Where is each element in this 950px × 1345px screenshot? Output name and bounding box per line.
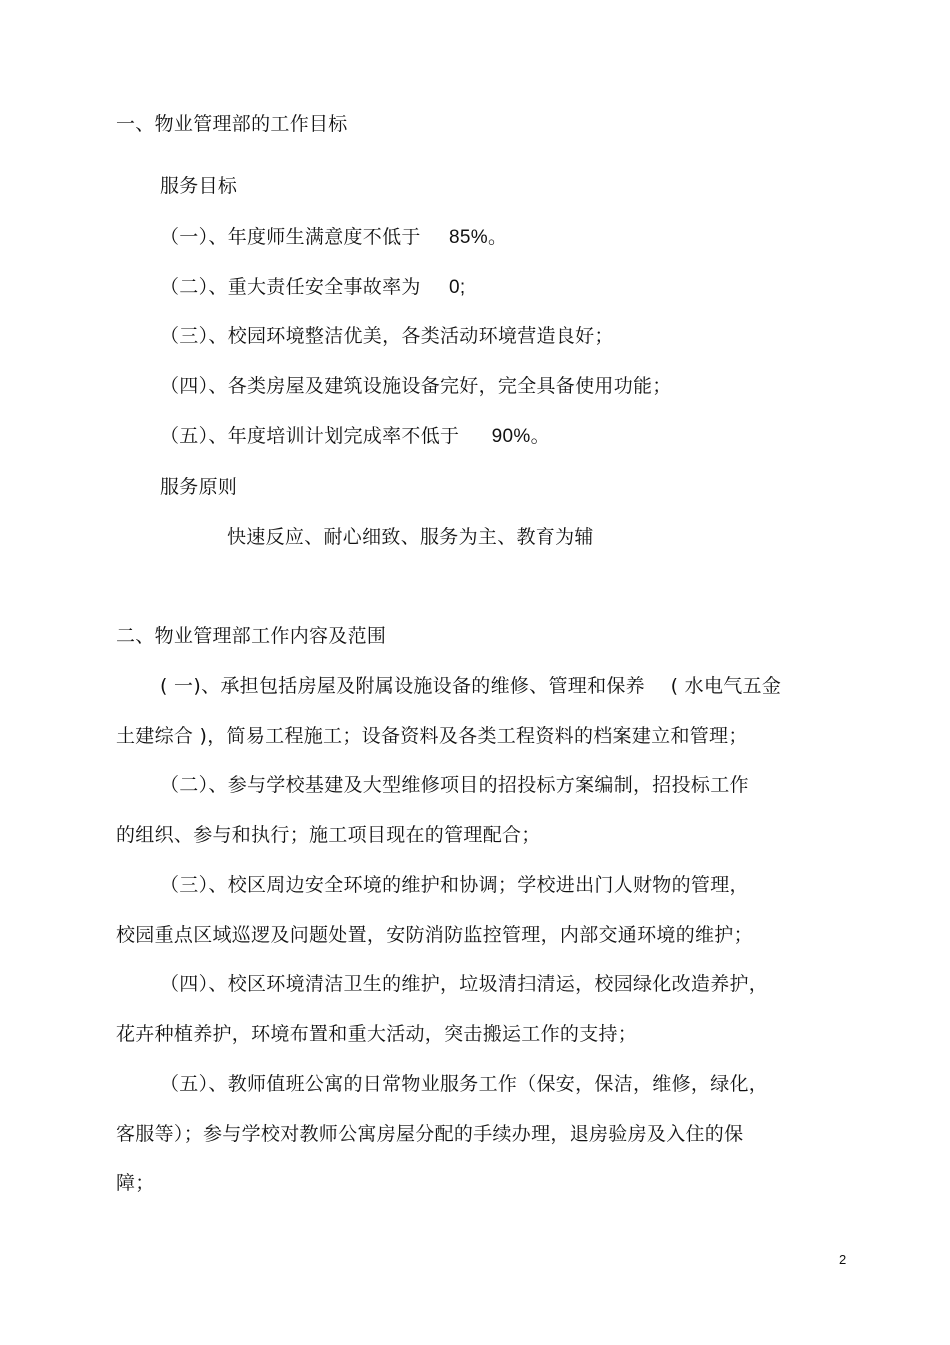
- goal-item-4: [160, 374, 672, 398]
- content-line-1: ( 一)、承担包括房屋及附属设施设备的维修、管理和保养 ( 水电气五金: [160, 675, 782, 697]
- goal-item-1: [160, 225, 507, 250]
- content-line-6: 校园重点区域巡逻及问题处置，安防消防监控管理，内部交通环境的维护；: [116, 924, 753, 946]
- goal-item-5: [160, 424, 550, 449]
- section2-heading: 二、物业管理部工作内容及范围: [116, 625, 387, 647]
- content-line-4: 的组织、参与和执行；施工项目现在的管理配合；: [116, 824, 541, 846]
- goal-item-5-value: 90%。: [491, 426, 550, 447]
- goal-item-2-value: 0;: [449, 277, 466, 298]
- content-line-7: （四）、校区环境清洁卫生的维护，垃圾清扫清运，校园绿化改造养护，: [160, 973, 769, 995]
- page-number: 2: [839, 1252, 847, 1267]
- goal-item-2-text: （二）、重大责任安全事故率为: [160, 276, 421, 298]
- goal-item-4-text: （四）、各类房屋及建筑设施设备完好，完全具备使用功能；: [160, 375, 672, 397]
- section1-heading: 一、物业管理部的工作目标: [116, 113, 348, 135]
- content-line-5: （三）、校区周边安全环境的维护和协调；学校进出门人财物的管理，: [160, 874, 749, 896]
- content-line-11: 障；: [116, 1172, 155, 1194]
- principles-title: 服务原则: [160, 476, 238, 498]
- goal-item-3: [160, 324, 614, 348]
- goal-item-2: [160, 275, 466, 300]
- content-line-10: 客服等）；参与学校对教师公寓房屋分配的手续办理，退房验房及入住的保: [116, 1123, 744, 1145]
- goal-item-1-text: （一）、年度师生满意度不低于: [160, 226, 421, 248]
- goal-item-5-text: （五）、年度培训计划完成率不低于: [160, 425, 460, 447]
- content-line-3: （二）、参与学校基建及大型维修项目的招投标方案编制，招投标工作: [160, 774, 749, 796]
- goal-item-3-text: （三）、校园环境整洁优美，各类活动环境营造良好；: [160, 325, 614, 347]
- content-line-2: 土建综合 )，简易工程施工；设备资料及各类工程资料的档案建立和管理；: [116, 725, 748, 747]
- goal-item-1-value: 85%。: [449, 227, 508, 248]
- principles-text: 快速反应、耐心细致、服务为主、教育为辅: [227, 526, 594, 548]
- goals-title: 服务目标: [160, 175, 238, 197]
- content-line-9: （五）、教师值班公寓的日常物业服务工作（保安，保洁，维修，绿化，: [160, 1073, 769, 1095]
- content-line-8: 花卉种植养护，环境布置和重大活动，突击搬运工作的支持；: [116, 1023, 638, 1045]
